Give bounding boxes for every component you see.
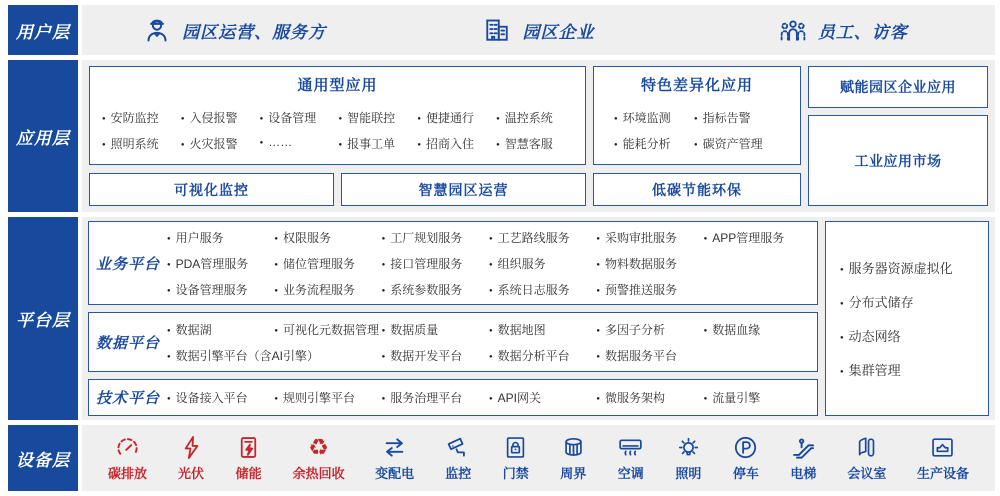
light-bulb-icon: [675, 434, 702, 461]
device-label: 变配电: [375, 466, 415, 481]
app-right-column: [808, 66, 988, 206]
app-item: ● 能耗分析: [614, 135, 694, 152]
user-group-staff-visitors: [691, 15, 995, 45]
device-layer-label: 设备层: [8, 425, 78, 491]
device-label: 储能: [235, 466, 262, 481]
service-item: ● 工艺路线服务: [489, 229, 596, 246]
device-elevator: [790, 434, 817, 482]
platform-layer-row: [5, 217, 995, 420]
special-apps-title: 特色差异化应用: [640, 77, 753, 94]
service-item: ● 规则引擎平台: [274, 389, 381, 406]
data-platform-box: [88, 312, 818, 372]
application-layer-label: 应用层: [8, 60, 78, 212]
service-item: ● 数据湖: [167, 321, 274, 338]
app-item: ● 碳资产管理: [694, 135, 790, 152]
empower-enterprise-apps-box: 赋能园区企业应用: [808, 66, 988, 108]
user-group-label: 园区运营、服务方: [182, 22, 327, 42]
data-platform-items: [167, 321, 817, 364]
infra-item: ● 分布式储存: [840, 292, 988, 311]
service-item: ● 设备接入平台: [167, 389, 274, 406]
battery-icon: [235, 434, 262, 461]
infrastructure-box: [825, 221, 989, 416]
service-item: ● 数据质量: [382, 321, 489, 338]
gauge-icon: [114, 434, 141, 461]
platform-layer-label: 平台层: [8, 217, 78, 420]
platform-sections: [88, 221, 818, 416]
service-item: ● 工厂规划服务: [382, 229, 489, 246]
business-platform-title: 业务平台: [95, 255, 160, 273]
service-item: ● 数据开发平台: [382, 347, 489, 364]
user-group-label: 园区企业: [522, 22, 595, 42]
app-item: ● 火灾报警: [181, 135, 260, 152]
device-surveillance: [445, 434, 472, 482]
meeting-room-icon: [853, 434, 880, 461]
recycle-icon: ♻: [308, 434, 329, 460]
machine-icon: [929, 434, 956, 461]
device-label: 电梯: [790, 466, 817, 481]
service-item: ● 组织服务: [489, 255, 596, 272]
device-lighting: [675, 434, 702, 482]
general-apps-list: [90, 95, 585, 164]
business-platform-items: [167, 229, 817, 298]
business-platform-box: [88, 221, 818, 305]
device-label: 空调: [617, 466, 644, 481]
device-power-distribution: [375, 434, 414, 482]
user-group-operators: [82, 15, 386, 45]
user-layer-row: [5, 5, 995, 55]
device-parking: [732, 434, 759, 482]
app-item: ● 招商入住: [417, 135, 496, 152]
low-carbon-bar: 低碳节能环保: [593, 173, 801, 206]
device-meeting-room: [847, 434, 886, 482]
parking-icon: [732, 434, 759, 461]
app-item: ● 指标告警: [694, 109, 790, 126]
device-air-conditioning: [617, 434, 644, 482]
service-item: ● 用户服务: [167, 229, 274, 246]
application-layer-row: [5, 60, 995, 212]
door-lock-icon: [502, 434, 529, 461]
special-apps-list: [594, 95, 800, 164]
service-item: ● 数据分析平台: [489, 347, 596, 364]
exchange-arrows-icon: [381, 434, 408, 461]
app-item: ● 智能联控: [339, 109, 418, 126]
drum-icon: [560, 434, 587, 461]
app-item: ● 便捷通行: [417, 109, 496, 126]
special-apps-box: [593, 66, 801, 165]
service-item: ● 设备管理服务: [167, 281, 274, 298]
escalator-icon: [790, 434, 817, 461]
app-item: ● 安防监控: [102, 109, 181, 126]
device-label: 停车: [732, 466, 759, 481]
device-label: 门禁: [502, 466, 529, 481]
general-apps-title: 通用型应用: [297, 77, 378, 94]
device-access-control: [502, 434, 529, 482]
application-layer-content: [82, 60, 995, 212]
device-label: 碳排放: [108, 466, 148, 481]
app-item: ● 照明系统: [102, 135, 181, 152]
general-apps-box: [89, 66, 586, 165]
device-label: 周界: [560, 466, 587, 481]
device-carbon-emission: [108, 434, 147, 482]
service-item: ● 采购审批服务: [596, 229, 703, 246]
app-item: ● 环境监测: [614, 109, 694, 126]
service-item: ● 服务治理平台: [382, 389, 489, 406]
people-icon: [778, 15, 808, 45]
device-layer-row: [5, 425, 995, 491]
lightning-icon: [178, 434, 205, 461]
infra-item: ● 集群管理: [840, 360, 988, 379]
service-item: ● 业务流程服务: [274, 281, 381, 298]
user-layer-label: 用户层: [8, 5, 78, 55]
user-layer-content: [82, 5, 995, 55]
smart-park-operation-bar: 智慧园区运营: [341, 173, 586, 206]
app-item: ● 温控系统: [496, 109, 575, 126]
cctv-camera-icon: [445, 434, 472, 461]
tech-platform-items: [167, 389, 817, 406]
device-layer-content: [82, 425, 995, 491]
service-item: ● API网关: [489, 389, 596, 406]
infra-item: ● 动态网络: [840, 326, 988, 345]
device-photovoltaic: [178, 434, 205, 482]
service-item: ● 物料数据服务: [596, 255, 703, 272]
service-item: ● PDA管理服务: [167, 255, 274, 272]
device-label: 会议室: [847, 466, 887, 481]
platform-layer-content: [82, 217, 995, 420]
service-item: ● 接口管理服务: [382, 255, 489, 272]
data-platform-title: 数据平台: [95, 334, 160, 352]
service-item: ● 多因子分析: [596, 321, 703, 338]
service-item: ● 预警推送服务: [596, 281, 703, 298]
device-label: 照明: [675, 466, 702, 481]
app-item: ● 入侵报警: [181, 109, 260, 126]
app-item: ● 智慧客服: [496, 135, 575, 152]
app-item: ● ……: [260, 135, 339, 152]
device-perimeter: [560, 434, 587, 482]
industrial-app-market-box: 工业应用市场: [808, 115, 988, 206]
air-conditioner-icon: [617, 434, 644, 461]
worker-icon: [142, 15, 172, 45]
app-item: ● 报事工单: [339, 135, 418, 152]
service-item: ● 系统日志服务: [489, 281, 596, 298]
device-label: 光伏: [178, 466, 205, 481]
infra-item: ● 服务器资源虚拟化: [840, 258, 988, 277]
service-item: ● 储位管理服务: [274, 255, 381, 272]
service-item: ● 数据服务平台: [596, 347, 703, 364]
service-item: ● 权限服务: [274, 229, 381, 246]
service-item: ● APP管理服务: [704, 229, 811, 246]
device-label: 监控: [445, 466, 472, 481]
device-label: 生产设备: [916, 466, 969, 481]
service-item: ● 微服务架构: [596, 389, 703, 406]
visual-monitoring-bar: 可视化监控: [89, 173, 334, 206]
service-item: ● 系统参数服务: [382, 281, 489, 298]
device-waste-heat-recovery: [293, 434, 345, 482]
user-group-label: 员工、访客: [817, 22, 908, 42]
service-item: ● 数据血缘: [704, 321, 811, 338]
tech-platform-box: [88, 379, 818, 416]
tech-platform-title: 技术平台: [95, 390, 160, 407]
service-item: ● 数据地图: [489, 321, 596, 338]
service-item: ● 数据引擎平台（含AI引擎）: [167, 347, 382, 364]
app-item: ● 设备管理: [260, 109, 339, 126]
service-item: ● 流量引擎: [704, 389, 811, 406]
device-energy-storage: [235, 434, 262, 482]
device-production-equipment: [917, 434, 969, 482]
device-label: 余热回收: [292, 466, 345, 481]
service-item: ● 可视化元数据管理: [274, 321, 381, 338]
building-icon: [482, 15, 512, 45]
user-group-enterprises: [386, 15, 690, 45]
